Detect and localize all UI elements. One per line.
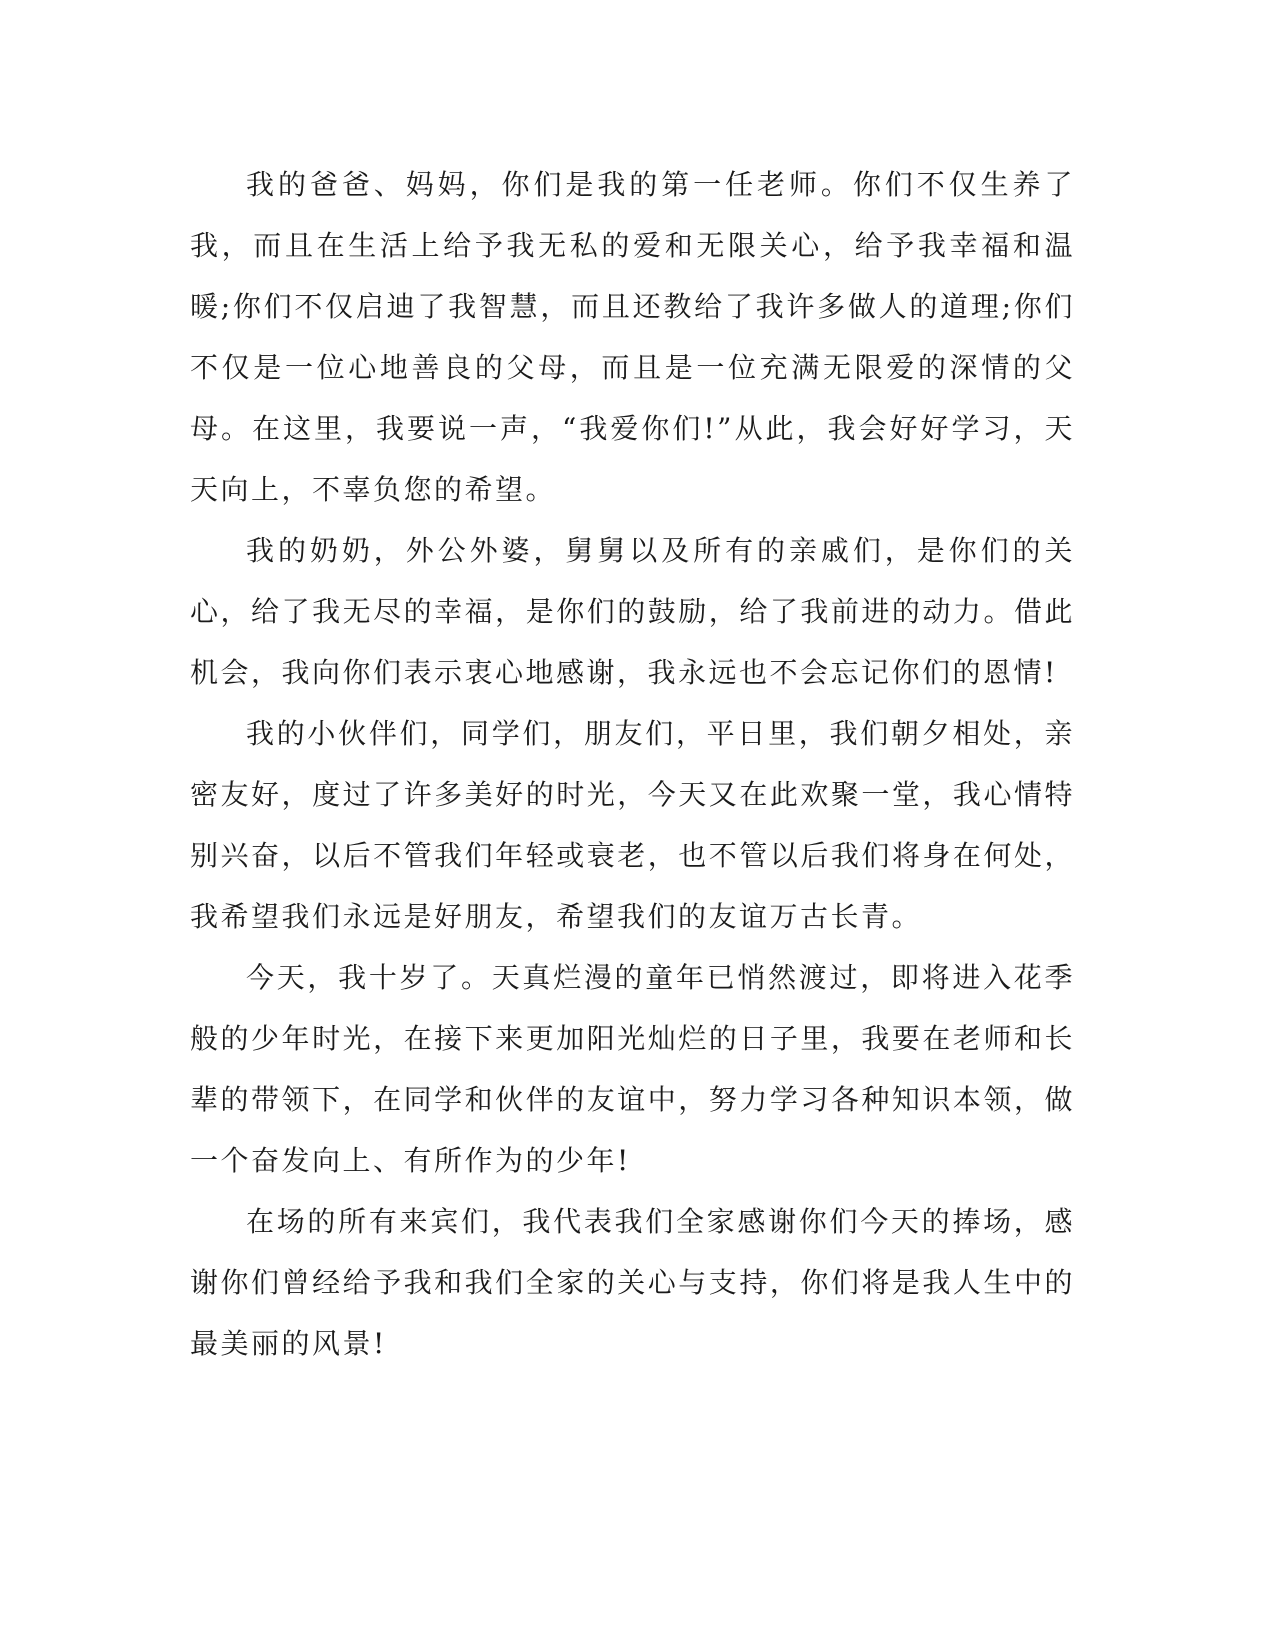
paragraph-parents: 我的爸爸、妈妈，你们是我的第一任老师。你们不仅生养了我，而且在生活上给予我无私的爱和无限关心，给予我幸福和温暖;你们不仅启迪了我智慧，而且还教给了我许多做人的道理;你们不仅是一位心地善良的父母，而且是一位充满无限爱的深情的父母。在这里，我要说一声，“我爱你们!”从此，我会好好学习，天天向上，不辜负您的希望。 [190,168,1075,506]
paragraph-relatives: 我的奶奶，外公外婆，舅舅以及所有的亲戚们，是你们的关心，给了我无尽的幸福，是你们的鼓励，给了我前进的动力。借此机会，我向你们表示衷心地感谢，我永远也不会忘记你们的恩情! [190,534,1075,689]
paragraph-friends: 我的小伙伴们，同学们，朋友们，平日里，我们朝夕相处，亲密友好，度过了许多美好的时光，今天又在此欢聚一堂，我心情特别兴奋，以后不管我们年轻或衰老，也不管以后我们将身在何处，我希望我们永远是好朋友，希望我们的友谊万古长青。 [190,717,1075,933]
paragraph-guests: 在场的所有来宾们，我代表我们全家感谢你们今天的捧场，感谢你们曾经给予我和我们全家的关心与支持，你们将是我人生中的最美丽的风景! [190,1205,1075,1360]
paragraph-birthday: 今天，我十岁了。天真烂漫的童年已悄然渡过，即将进入花季般的少年时光，在接下来更加阳光灿烂的日子里，我要在老师和长辈的带领下，在同学和伙伴的友谊中，努力学习各种知识本领，做一个奋发向上、有所作为的少年! [190,961,1075,1177]
